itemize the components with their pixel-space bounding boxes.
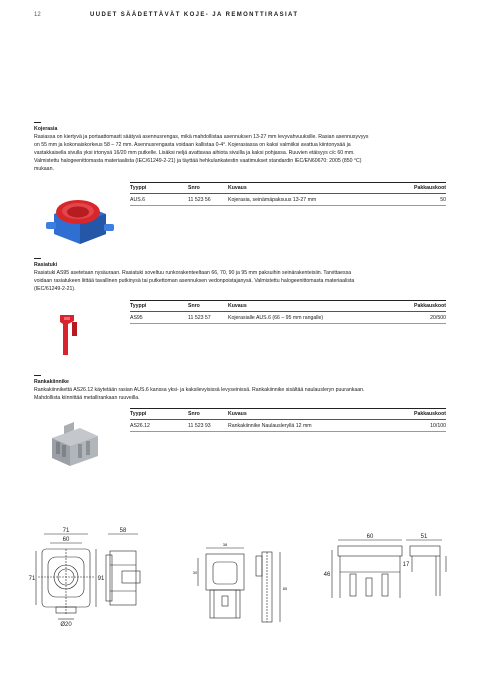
dim-right-label: 85 xyxy=(282,586,288,591)
table-header-row xyxy=(130,183,446,194)
col-pakkauskoot: Pakkauskoot xyxy=(386,409,446,420)
rasiatuki-product-image xyxy=(54,312,84,358)
body-line: on 55 mm ja kokonaiskorkeus 58 – 72 mm. Asennusrengasta voidaan kallistaa 0-4°. Kojerasiassa on kaksi valmiiksi avattua kiintonysää ja xyxy=(34,142,351,148)
page-header: UUDET SÄÄDETTÄVÄT KOJE- JA REMONTTIRASIAT xyxy=(90,12,299,18)
dim-top-label: 71 xyxy=(62,528,70,534)
body-line: Rasiatuki AS95 asetetaan nysäuraan. Rasiatuki soveltuu runkorakenteeltaan 66, 70, 90 ja 95 mm paksuihin seinärakenteisiin. Tarvittaessa xyxy=(34,270,352,276)
body-line: Mahdollista kiinnittää metallirankaan ruuveilla. xyxy=(34,395,140,401)
product-table-rasiatuki xyxy=(130,300,446,324)
section-marker xyxy=(34,258,41,259)
dim-bottom-label: Ø20 xyxy=(60,622,72,628)
dim-top-label: 38 xyxy=(222,542,228,547)
dim-side-label: 58 xyxy=(119,528,127,534)
dim-top1-label: 60 xyxy=(366,534,374,540)
cell-tyyppi: AS95 xyxy=(130,311,188,323)
col-tyyppi: Tyyppi xyxy=(130,301,188,312)
section-marker xyxy=(34,122,41,123)
body-line: voidaan rasiatukeen liittää tavallinen putkinysä tai putkettoman asennuksen vedonpoistajanysä. Valmistettu halogeenittomasta materiaalista xyxy=(34,278,355,284)
dim-center-label: 91 xyxy=(97,576,105,582)
rankakiinnike-dimension-drawing xyxy=(318,532,456,608)
section-title-rankakiinnike: Rankakiinnike xyxy=(34,379,69,385)
body-line: mukaan. xyxy=(34,166,54,172)
cell-pakkauskoot: 50 xyxy=(388,193,446,205)
col-tyyppi: Tyyppi xyxy=(130,183,188,194)
section-title-kojerasia: Kojerasia xyxy=(34,126,58,132)
cell-kuvaus: Rankakiinnike Naulausleryllä 12 mm xyxy=(228,419,386,431)
body-line: Rasiassa on kiertyvä ja portaattomasti säätyvä asennusrengas, mikä mahdollistaa asennuksen 13-27 mm levyvahvuuksille. Rasian asennusyvyys xyxy=(34,134,369,140)
col-snro: Snro xyxy=(188,183,228,194)
dim-left-label: 46 xyxy=(323,572,331,578)
col-snro: Snro xyxy=(188,301,228,312)
body-line: vastakkaisella sivulla yksi irtonysä 16/20 mm putkelle. Lisäksi neljä avattavaa aihiota sivuilla ja kaksi pohjassa. Ruuvien etäisyys c/c 60 mm. xyxy=(34,150,355,156)
cell-pakkauskoot: 20/500 xyxy=(391,311,446,323)
rasiatuki-dimension-drawing xyxy=(186,538,298,630)
rankakiinnike-product-image xyxy=(44,418,106,470)
col-kuvaus: Kuvaus xyxy=(228,409,386,420)
cell-tyyppi: AUS.6 xyxy=(130,193,188,205)
section-body-rankakiinnike xyxy=(34,386,446,402)
col-snro: Snro xyxy=(188,409,228,420)
table-row xyxy=(130,193,446,205)
cell-snro: 11 523 57 xyxy=(188,311,228,323)
section-body-kojerasia xyxy=(34,133,446,173)
col-kuvaus: Kuvaus xyxy=(228,301,391,312)
col-pakkauskoot: Pakkauskoot xyxy=(391,301,446,312)
section-marker xyxy=(34,375,41,376)
table-header-row xyxy=(130,409,446,420)
cell-kuvaus: Kojerasialle AUS.6 (66 – 95 mm rangalle) xyxy=(228,311,391,323)
section-body-rasiatuki xyxy=(34,269,446,293)
cell-snro: 11 523 93 xyxy=(188,419,228,431)
section-title-rasiatuki: Rasiatuki xyxy=(34,262,58,268)
cell-tyyppi: AS26.12 xyxy=(130,419,188,431)
product-table-kojerasia xyxy=(130,182,446,206)
kojerasia-dimension-drawing xyxy=(26,525,156,633)
col-pakkauskoot: Pakkauskoot xyxy=(388,183,446,194)
body-line: Rankakiinnikettä AS26.12 käytetään rasian AUS.6 kanssa yksi- ja kaksilevyisissä levyseinissä. Rankakiinnike sisältää naulausleryn puurankaan. xyxy=(34,387,365,393)
cell-kuvaus: Kojerasia, seinämäpaksuus 13-27 mm xyxy=(228,193,388,205)
cell-pakkauskoot: 10/100 xyxy=(386,419,446,431)
dim-right-label: 17 xyxy=(402,562,410,568)
dim-inner-label: 60 xyxy=(62,537,70,543)
table-row xyxy=(130,311,446,323)
body-line: (IEC/61249-2-21). xyxy=(34,286,76,292)
cell-snro: 11 523 56 xyxy=(188,193,228,205)
dim-top2-label: 51 xyxy=(420,534,428,540)
table-row xyxy=(130,419,446,431)
body-line: Valmistettu halogeenittomasta materiaalista (IEC/61249-2-21) ja täyttää hehkulankatestin vaatimukset standardin IEC/EN60670: 2005 (850 °C) xyxy=(34,158,362,164)
col-tyyppi: Tyyppi xyxy=(130,409,188,420)
page-number: 12 xyxy=(34,12,41,18)
kojerasia-product-image xyxy=(44,192,116,248)
col-kuvaus: Kuvaus xyxy=(228,183,388,194)
dim-left-label: 30 xyxy=(192,570,198,575)
product-table-rankakiinnike xyxy=(130,408,446,432)
table-header-row xyxy=(130,301,446,312)
dim-left-label: 71 xyxy=(28,576,36,582)
